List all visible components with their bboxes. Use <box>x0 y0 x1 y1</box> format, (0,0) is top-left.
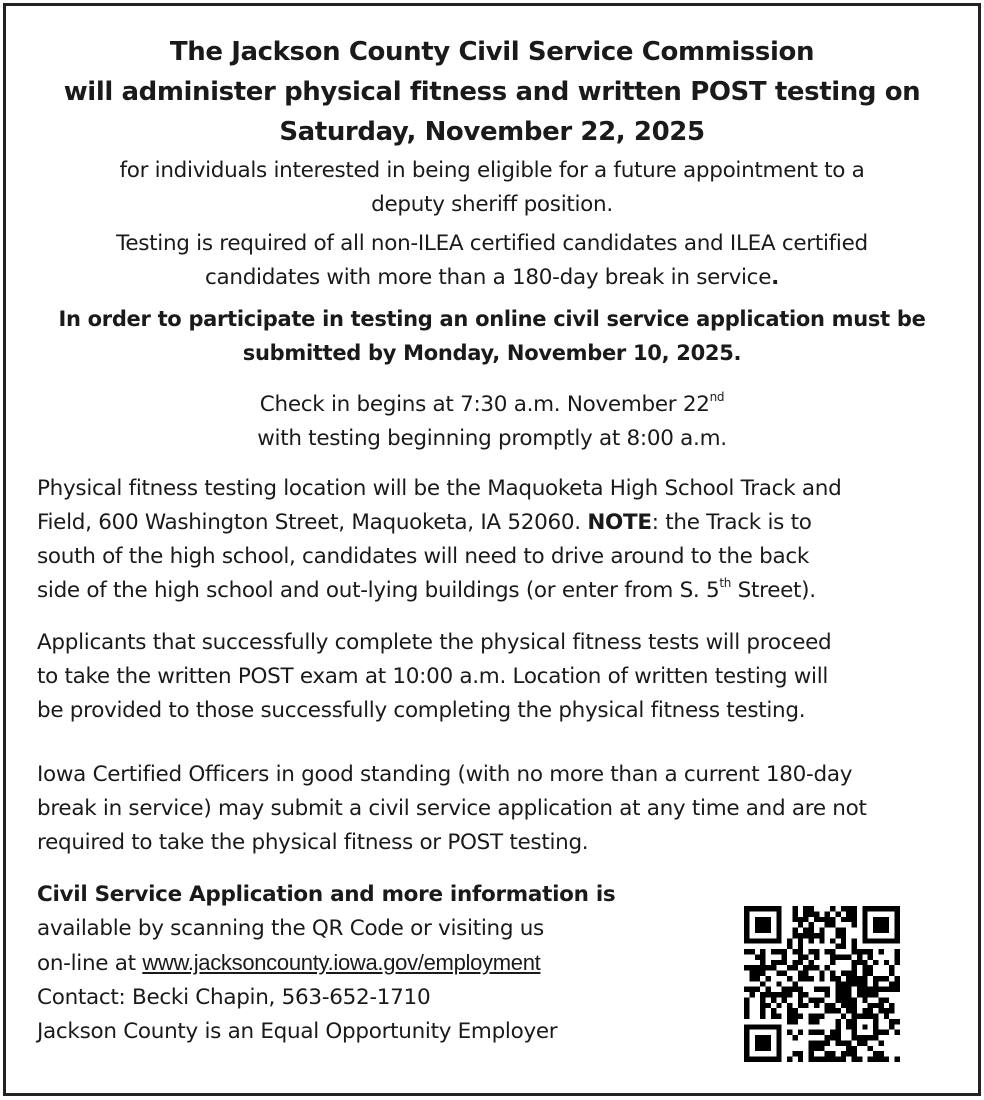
written-line-1: Applicants that successfully complete the physical fitness tests will proceed <box>37 630 832 655</box>
certified-officers-paragraph <box>37 758 957 860</box>
requirement-paragraph <box>20 227 964 295</box>
checkin-paragraph <box>20 388 964 456</box>
written-line-3: be provided to those successfully completing the physical fitness testing. <box>37 698 806 723</box>
requirement-line-2: candidates with more than a 180-day break in service. <box>204 265 780 290</box>
ordinal-suffix: nd <box>709 389 725 404</box>
checkin-line-1: Check in begins at 7:30 a.m. November 22nd <box>259 389 725 417</box>
note-label: NOTE <box>587 510 652 535</box>
footer-line-3: on-line at www.jacksoncounty.iowa.gov/employment <box>37 950 541 976</box>
qr-code-icon[interactable] <box>744 906 900 1062</box>
checkin-line-2: with testing beginning promptly at 8:00 a.m. <box>257 426 727 451</box>
footer-heading: Civil Service Application and more information is <box>37 882 616 907</box>
location-line-4: side of the high school and out-lying buildings (or enter from S. 5th Street). <box>37 575 816 603</box>
intro-paragraph <box>20 154 964 222</box>
location-line-2: Field, 600 Washington Street, Maquoketa, IA 52060. NOTE: the Track is to <box>37 510 812 535</box>
footer-info <box>37 878 717 1049</box>
location-line-1: Physical fitness testing location will be the Maquoketa High School Track and <box>37 476 842 501</box>
deadline-line-1: In order to participate in testing an online civil service application must be <box>58 307 926 331</box>
ordinal-suffix: th <box>719 575 732 590</box>
requirement-line-1: Testing is required of all non-ILEA certified candidates and ILEA certified <box>116 231 868 256</box>
certified-line-2: break in service) may submit a civil service application at any time and are not <box>37 796 867 821</box>
intro-line-2: deputy sheriff position. <box>371 192 613 217</box>
location-paragraph <box>37 472 957 608</box>
employment-link[interactable]: www.jacksoncounty.iowa.gov/employment <box>142 950 541 975</box>
heading-line-3: Saturday, November 22, 2025 <box>279 117 705 147</box>
certified-line-3: required to take the physical fitness or POST testing. <box>37 830 589 855</box>
deadline-line-2: submitted by Monday, November 10, 2025. <box>242 341 742 365</box>
intro-line-1: for individuals interested in being eligible for a future appointment to a <box>119 158 865 183</box>
eeo-statement: Jackson County is an Equal Opportunity Employer <box>37 1019 558 1044</box>
written-line-2: to take the written POST exam at 10:00 a.m. Location of written testing will <box>37 664 829 689</box>
certified-line-1: Iowa Certified Officers in good standing (with no more than a current 180-day <box>37 762 853 787</box>
heading <box>20 32 964 152</box>
contact-line: Contact: Becki Chapin, 563-652-1710 <box>37 985 431 1010</box>
location-line-3: south of the high school, candidates will need to drive around to the back <box>37 544 810 569</box>
deadline-paragraph <box>20 302 964 370</box>
heading-line-1: The Jackson County Civil Service Commission <box>169 37 815 67</box>
heading-line-2: will administer physical fitness and written POST testing on <box>63 77 921 107</box>
footer-line-2: available by scanning the QR Code or visiting us <box>37 916 544 941</box>
written-test-paragraph <box>37 626 957 728</box>
